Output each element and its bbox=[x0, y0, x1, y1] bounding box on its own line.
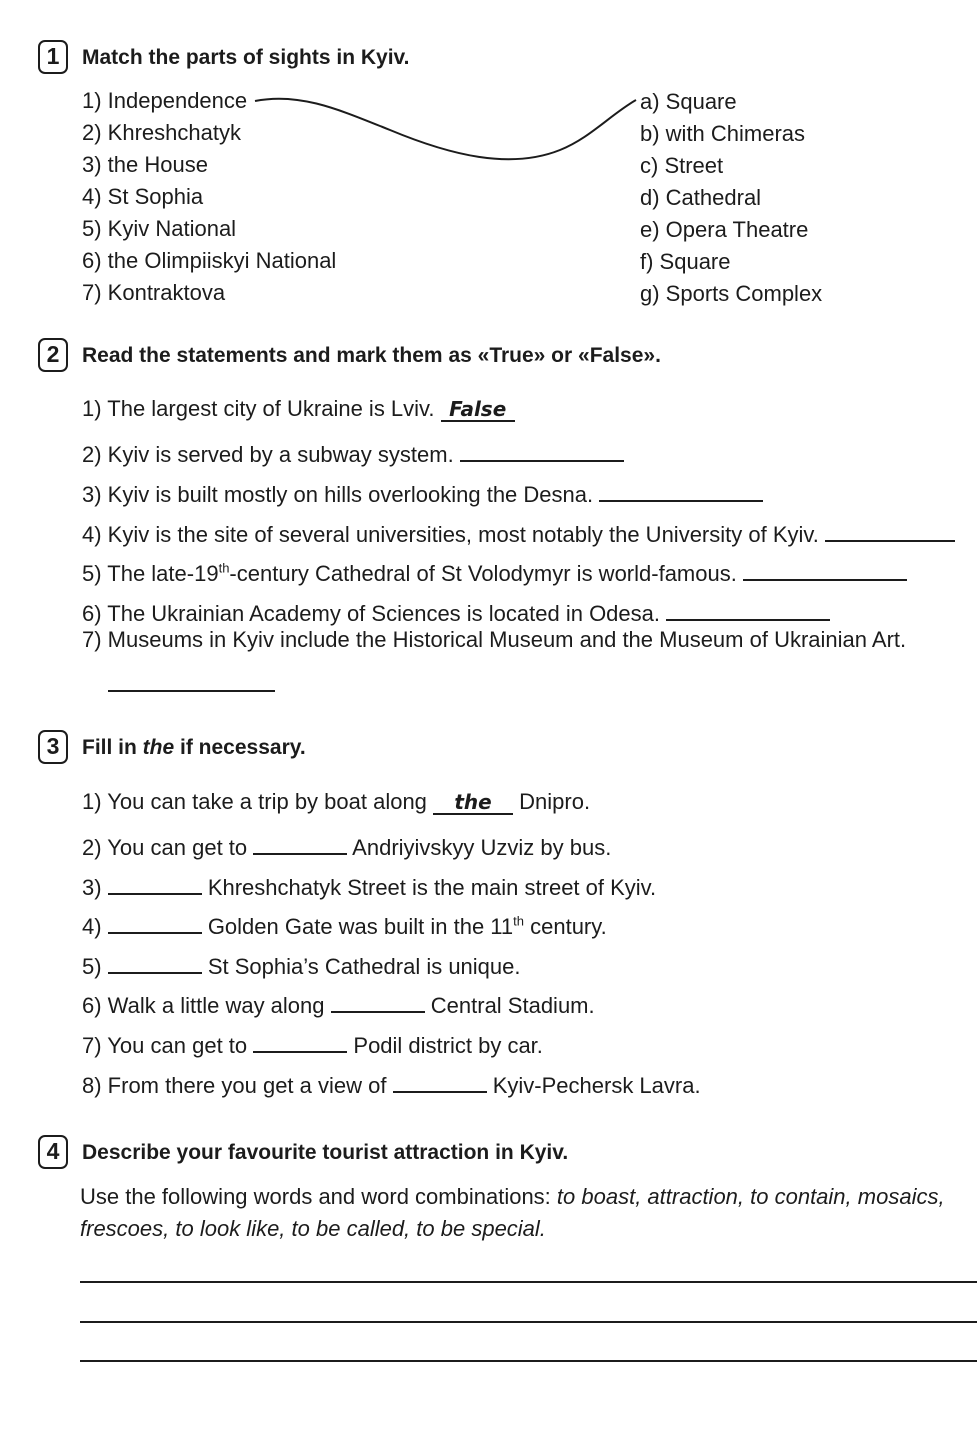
statement-text: 1) The largest city of Ukraine is Lviv. bbox=[82, 396, 435, 421]
answer-blank[interactable] bbox=[460, 436, 624, 462]
instruction-words: frescoes, to look like, to be called, to be special. bbox=[80, 1216, 546, 1241]
statement-row bbox=[82, 555, 907, 587]
match-left-item: 6) the Olimpiiskyi National bbox=[82, 248, 337, 273]
statement-text: 6) The Ukrainian Academy of Sciences is located in Odesa. bbox=[82, 601, 661, 626]
statement-row bbox=[82, 627, 906, 653]
match-right-item: g) Sports Complex bbox=[640, 281, 823, 306]
fill-text-part: Golden Gate was built in the 11 bbox=[207, 914, 514, 939]
match-left-item: 5) Kyiv National bbox=[82, 216, 237, 241]
answer-blank[interactable] bbox=[825, 516, 955, 542]
fill-text: Podil district by car. bbox=[353, 1033, 543, 1058]
answer-blank[interactable] bbox=[108, 690, 275, 692]
fill-blank[interactable] bbox=[108, 948, 202, 974]
match-left-item: 1) Independence bbox=[82, 88, 248, 113]
fill-text: 6) Walk a little way along bbox=[82, 993, 325, 1018]
statement-text: 3) Kyiv is built mostly on hills overlooking the Desna. bbox=[82, 482, 594, 507]
fill-text: St Sophia’s Cathedral is unique. bbox=[207, 954, 521, 979]
fill-text: Khreshchatyk Street is the main street of Kyiv. bbox=[207, 875, 657, 900]
title-emphasis: the bbox=[142, 736, 175, 759]
match-right-item: a) Square bbox=[640, 89, 737, 114]
title-part: if necessary. bbox=[174, 736, 306, 759]
fill-text: 8) From there you get a view of bbox=[82, 1073, 387, 1098]
fill-blank[interactable] bbox=[108, 908, 202, 934]
match-right-item: e) Opera Theatre bbox=[640, 217, 809, 242]
fill-row bbox=[82, 987, 595, 1019]
match-left-item: 2) Khreshchatyk bbox=[82, 120, 241, 145]
fill-row bbox=[82, 1027, 543, 1059]
fill-text: Andriyivskyy Uzviz by bus. bbox=[352, 835, 612, 860]
writing-line[interactable] bbox=[80, 1360, 977, 1362]
fill-row bbox=[82, 1067, 701, 1099]
exercise-number-box bbox=[38, 338, 68, 372]
writing-line[interactable] bbox=[80, 1321, 977, 1323]
fill-text: Dnipro. bbox=[519, 789, 591, 814]
instruction-line bbox=[80, 1216, 546, 1242]
statement-row bbox=[82, 595, 830, 627]
fill-text: Kyiv-Pechersk Lavra. bbox=[492, 1073, 701, 1098]
fill-blank[interactable] bbox=[331, 987, 425, 1013]
exercise-number-box bbox=[38, 730, 68, 764]
statement-row bbox=[82, 476, 763, 508]
match-left-item: 4) St Sophia bbox=[82, 184, 204, 209]
exercise-4-title: Describe your favourite tourist attraction in Kyiv. bbox=[82, 1141, 569, 1164]
fill-blank[interactable] bbox=[393, 1067, 487, 1093]
fill-text: 7) You can get to bbox=[82, 1033, 248, 1058]
fill-row bbox=[82, 869, 656, 901]
instruction-words: to boast, attraction, to contain, mosaics, bbox=[556, 1184, 945, 1209]
instruction-text: Use the following words and word combinations: bbox=[80, 1184, 557, 1209]
superscript: th bbox=[218, 560, 230, 576]
exercise-number: 1 bbox=[46, 43, 60, 69]
writing-line[interactable] bbox=[80, 1281, 977, 1283]
answer-blank[interactable] bbox=[599, 476, 763, 502]
match-left-item: 3) the House bbox=[82, 152, 208, 177]
answer-blank[interactable]: False bbox=[441, 396, 515, 422]
exercise-number: 3 bbox=[46, 733, 60, 759]
statement-text bbox=[82, 561, 737, 586]
fill-blank[interactable] bbox=[108, 869, 202, 895]
title-part: Fill in bbox=[82, 736, 143, 759]
match-right-item: d) Cathedral bbox=[640, 185, 762, 210]
fill-text: Central Stadium. bbox=[430, 993, 595, 1018]
fill-blank[interactable] bbox=[253, 829, 347, 855]
statement-text: 2) Kyiv is served by a subway system. bbox=[82, 442, 454, 467]
statement-row bbox=[82, 516, 955, 548]
answer-blank[interactable] bbox=[743, 555, 907, 581]
fill-text: 1) You can take a trip by boat along bbox=[82, 789, 427, 814]
superscript: th bbox=[513, 913, 524, 929]
statement-row bbox=[82, 396, 515, 422]
statement-text-part: -century Cathedral of St Volodymyr is world-famous. bbox=[229, 561, 737, 586]
exercise-number: 2 bbox=[46, 341, 60, 367]
match-right-item: c) Street bbox=[640, 153, 724, 178]
match-right-item: f) Square bbox=[640, 249, 731, 274]
fill-row bbox=[82, 789, 590, 815]
match-right-item: b) with Chimeras bbox=[640, 121, 806, 146]
fill-text: 3) bbox=[82, 875, 102, 900]
exercise-number-box bbox=[38, 1135, 68, 1169]
fill-text: 2) You can get to bbox=[82, 835, 248, 860]
match-left-item: 7) Kontraktova bbox=[82, 280, 226, 305]
exercise-number: 4 bbox=[46, 1138, 60, 1164]
matching-line bbox=[0, 0, 977, 200]
answer-blank[interactable] bbox=[666, 595, 830, 621]
fill-row bbox=[82, 948, 521, 980]
fill-blank[interactable]: the bbox=[433, 789, 513, 815]
fill-blank[interactable] bbox=[253, 1027, 347, 1053]
exercise-1-title: Match the parts of sights in Kyiv. bbox=[82, 46, 410, 69]
fill-row bbox=[82, 908, 607, 940]
statement-text: 7) Museums in Kyiv include the Historical Museum and the Museum of Ukrainian Art. bbox=[82, 627, 907, 652]
fill-row bbox=[82, 829, 611, 861]
instruction-line bbox=[80, 1184, 945, 1210]
statement-row bbox=[82, 436, 624, 468]
fill-text: 4) bbox=[82, 914, 102, 939]
statement-text: 4) Kyiv is the site of several universities, most notably the University of Kyiv. bbox=[82, 522, 819, 547]
fill-text-part: century. bbox=[524, 914, 607, 939]
exercise-3-title bbox=[82, 735, 306, 761]
fill-text bbox=[208, 914, 607, 939]
statement-text-part: 5) The late-19 bbox=[82, 561, 219, 586]
exercise-2-title: Read the statements and mark them as «True» or «False». bbox=[82, 344, 661, 367]
fill-text: 5) bbox=[82, 954, 102, 979]
